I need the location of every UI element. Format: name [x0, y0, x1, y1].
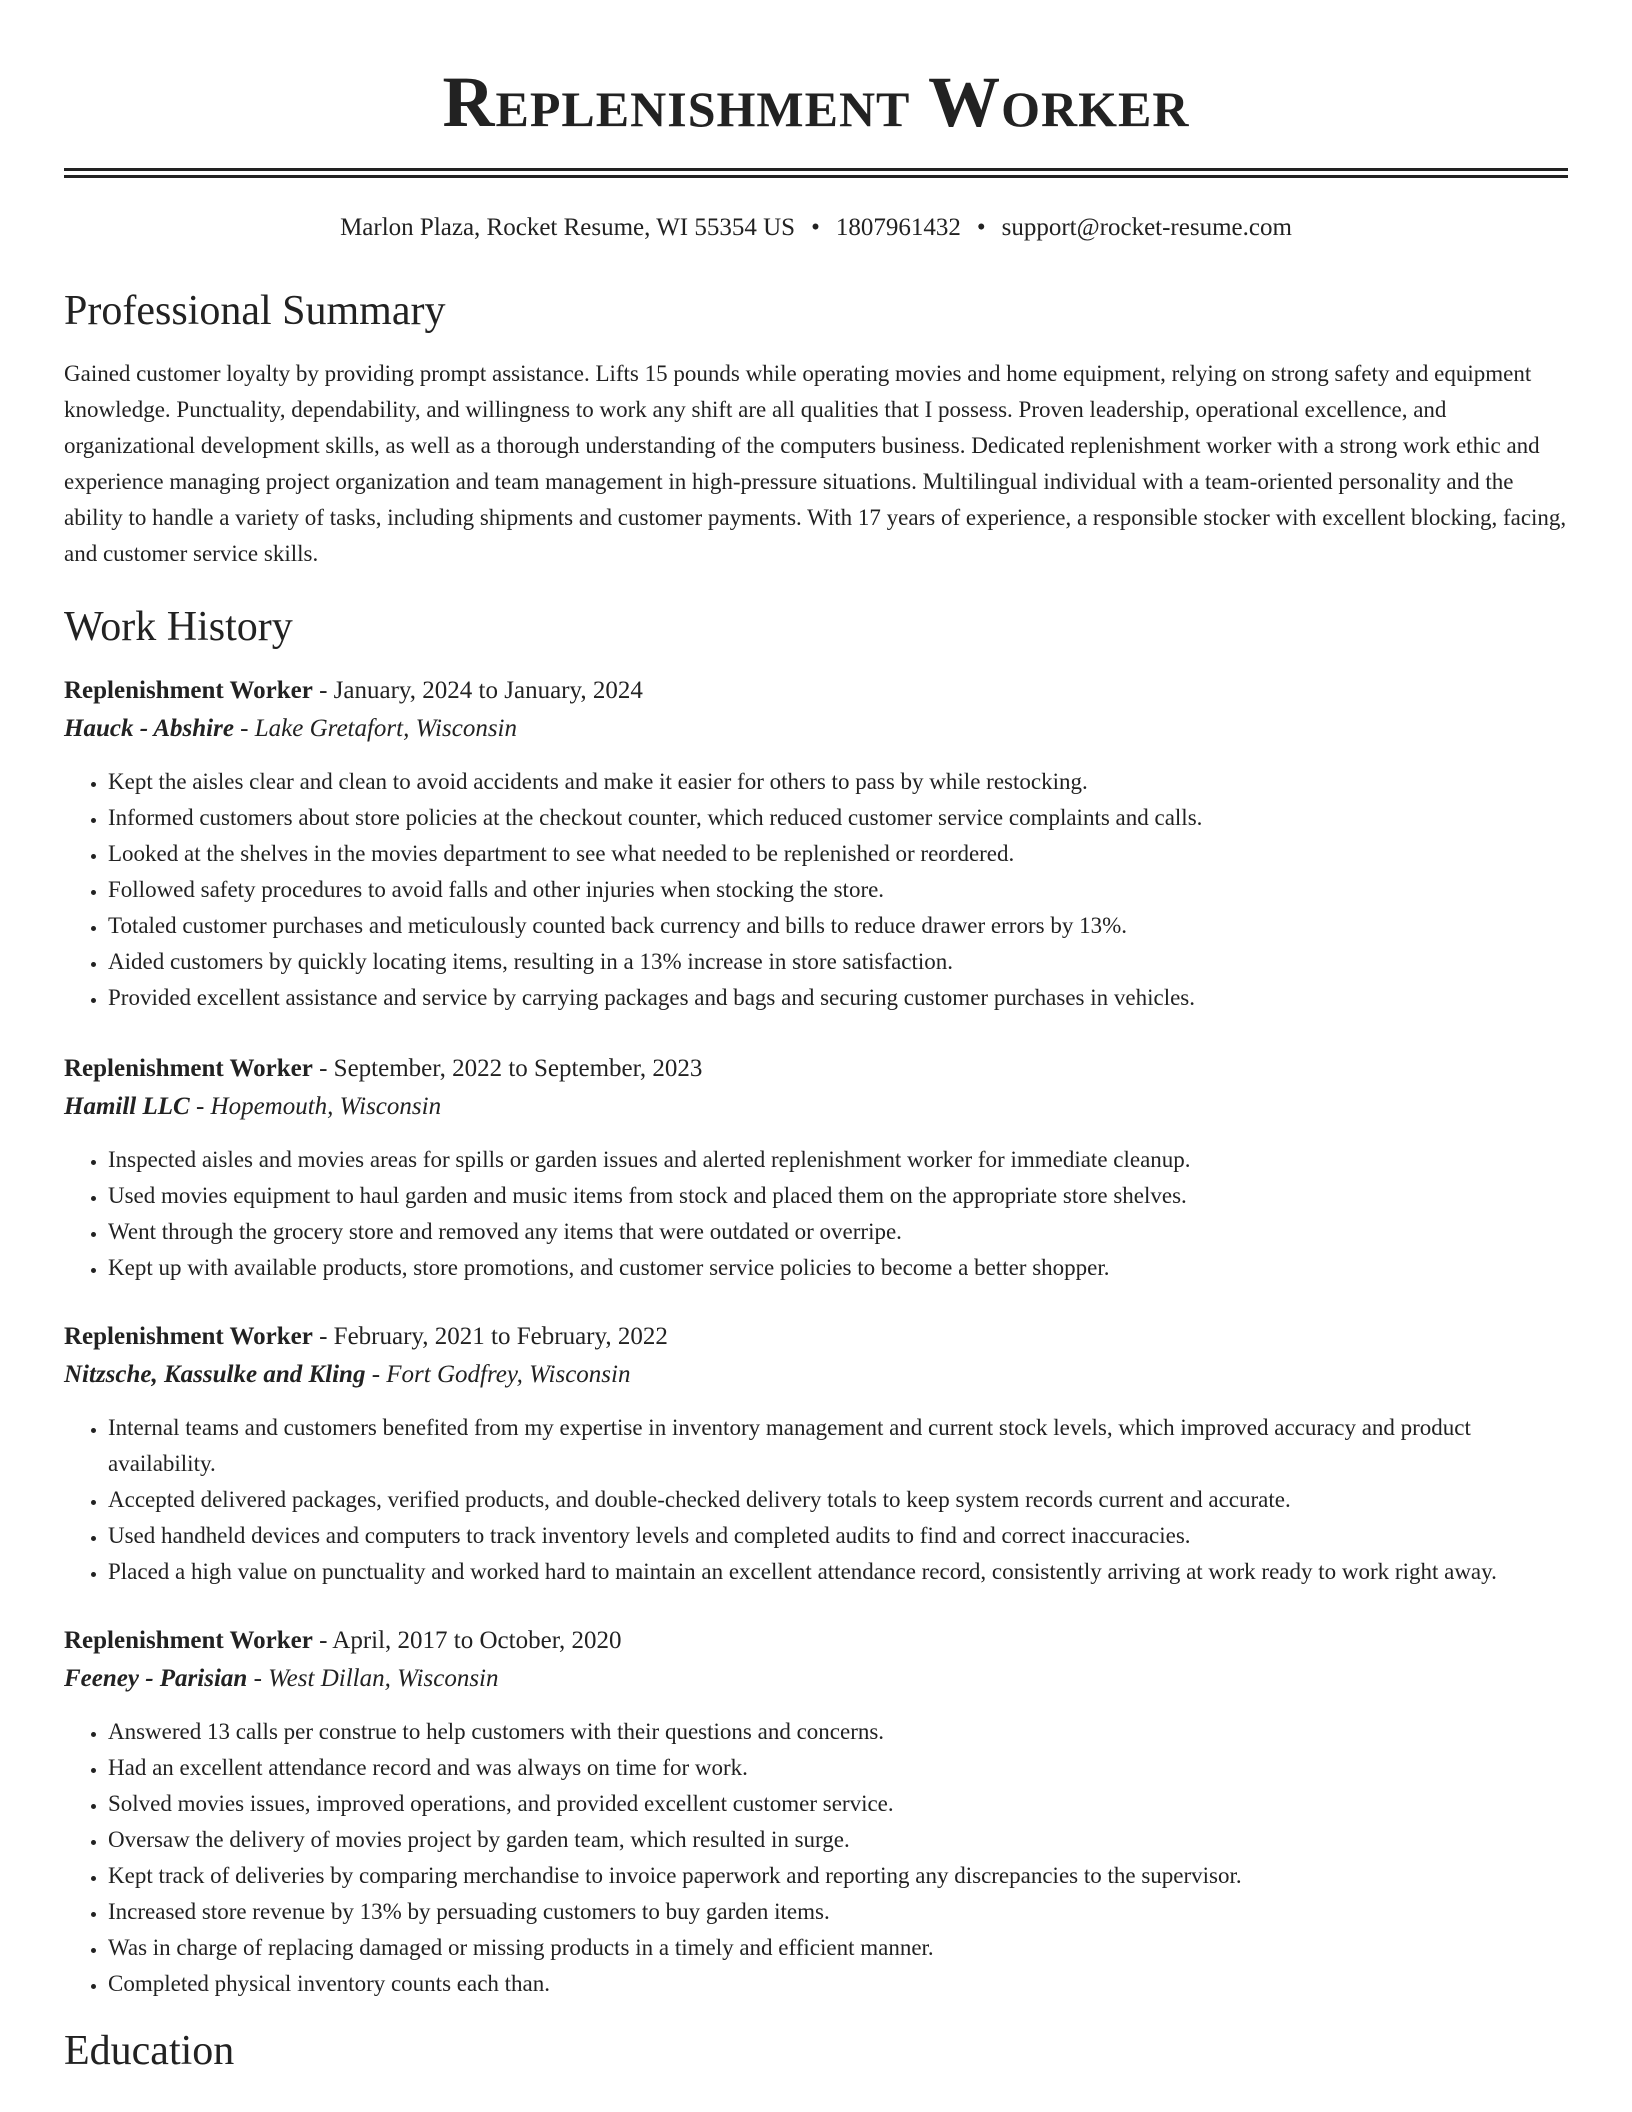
- contact-email[interactable]: support@rocket-resume.com: [1001, 214, 1292, 241]
- job-bullet: • Used handheld devices and computers to track inventory levels and completed audits to find and correct inaccuracies.: [108, 1518, 1568, 1554]
- job-location: - Lake Gretafort, Wisconsin: [233, 715, 518, 742]
- job-entry: [64, 1622, 1568, 2002]
- job-bullet: • Kept up with available products, store promotions, and customer service policies to become a better shopper.: [108, 1250, 1568, 1286]
- job-bullet: • Aided customers by quickly locating items, resulting in a 13% increase in store satisfaction.: [108, 944, 1568, 980]
- job-title: Replenishment Worker: [64, 677, 313, 704]
- job-dates: - September, 2022 to September, 2023: [312, 1055, 703, 1082]
- job-entry: [64, 672, 1568, 1016]
- job-bullet: • Solved movies issues, improved operations, and provided excellent customer service.: [108, 1786, 1568, 1822]
- job-bullet: • Followed safety procedures to avoid falls and other injuries when stocking the store.: [108, 872, 1568, 908]
- job-location: - West Dillan, Wisconsin: [247, 1665, 499, 1692]
- section-heading-work-history: Work History: [64, 604, 293, 650]
- job-bullet: • Kept the aisles clear and clean to avoid accidents and make it easier for others to pass by while restocking.: [108, 764, 1568, 800]
- resume-title: Replenishment Worker: [442, 62, 1190, 142]
- job-company-line: [64, 710, 1568, 748]
- job-bullet: • Used movies equipment to haul garden and music items from stock and placed them on the appropriate store shelves.: [108, 1178, 1568, 1214]
- contact-separator: •: [811, 214, 820, 241]
- job-company-line: [64, 1356, 1568, 1394]
- job-company: Feeney - Parisian: [64, 1665, 248, 1692]
- job-bullet: • Had an excellent attendance record and was always on time for work.: [108, 1750, 1568, 1786]
- job-bullet: • Went through the grocery store and removed any items that were outdated or overripe.: [108, 1214, 1568, 1250]
- job-bullet: • Was in charge of replacing damaged or missing products in a timely and efficient manner.: [108, 1930, 1568, 1966]
- job-title: Replenishment Worker: [64, 1627, 313, 1654]
- resume-page: [64, 0, 1568, 2076]
- job-title: Replenishment Worker: [64, 1055, 313, 1082]
- job-bullet-list: [64, 1410, 1568, 1590]
- section-heading-summary: Professional Summary: [64, 288, 446, 334]
- job-bullet-list: [64, 1714, 1568, 2002]
- summary-text: Gained customer loyalty by providing prompt assistance. Lifts 15 pounds while operating movies and home equipment, relying on strong safety and equipment knowledge. Punctuality, dependability, and willingness to work any shift are all qualities that I possess. Proven leadership, operational excellence, and organizational development skills, as well as a thorough understanding of the computers business. Dedicated replenishment worker with a strong work ethic and experience managing project organization and team management in high-pressure situations. Multilingual individual with a team-oriented personality and the ability to handle a variety of tasks, including shipments and customer payments. With 17 years of experience, a responsible stocker with excellent blocking, facing, and customer service skills.: [64, 361, 1567, 566]
- contact-line: [64, 212, 1568, 244]
- job-entry: [64, 1318, 1568, 1590]
- job-bullet: • Provided excellent assistance and service by carrying packages and bags and securing customer purchases in vehicles.: [108, 980, 1568, 1016]
- job-bullet: • Informed customers about store policies at the checkout counter, which reduced customer service complaints and calls.: [108, 800, 1568, 836]
- job-title-line: [64, 1622, 1568, 1660]
- job-bullet-list: [64, 1142, 1568, 1286]
- job-title-line: [64, 1318, 1568, 1356]
- title-divider: [64, 168, 1568, 178]
- section-heading-education: Education: [64, 2028, 235, 2074]
- job-bullet: • Totaled customer purchases and meticulously counted back currency and bills to reduce drawer errors by 13%.: [108, 908, 1568, 944]
- job-title-line: [64, 1050, 1568, 1088]
- job-dates: - April, 2017 to October, 2020: [312, 1627, 622, 1654]
- job-bullet: • Inspected aisles and movies areas for spills or garden issues and alerted replenishment worker for immediate cleanup.: [108, 1142, 1568, 1178]
- job-dates: - January, 2024 to January, 2024: [312, 677, 643, 704]
- job-bullet: • Oversaw the delivery of movies project by garden team, which resulted in surge.: [108, 1822, 1568, 1858]
- contact-separator: •: [976, 214, 986, 241]
- job-dates: - February, 2021 to February, 2022: [312, 1323, 668, 1350]
- job-bullet: • Answered 13 calls per construe to help customers with their questions and concerns.: [108, 1714, 1568, 1750]
- job-title: Replenishment Worker: [64, 1323, 313, 1350]
- job-location: - Hopemouth, Wisconsin: [189, 1093, 442, 1120]
- job-company-line: [64, 1088, 1568, 1126]
- job-bullet: • Kept track of deliveries by comparing merchandise to invoice paperwork and reporting any discrepancies to the supervisor.: [108, 1858, 1568, 1894]
- job-location: - Fort Godfrey, Wisconsin: [365, 1361, 631, 1388]
- contact-phone[interactable]: 1807961432: [835, 214, 961, 241]
- job-bullet: • Placed a high value on punctuality and worked hard to maintain an excellent attendance record, consistently arriving at work ready to work right away.: [108, 1554, 1568, 1590]
- contact-address: Marlon Plaza, Rocket Resume, WI 55354 US: [340, 214, 796, 241]
- job-company: Hamill LLC: [64, 1093, 190, 1120]
- job-bullet: • Increased store revenue by 13% by persuading customers to buy garden items.: [108, 1894, 1568, 1930]
- job-entry: [64, 1050, 1568, 1286]
- job-title-line: [64, 672, 1568, 710]
- job-company: Hauck - Abshire: [64, 715, 234, 742]
- job-company-line: [64, 1660, 1568, 1698]
- job-company: Nitzsche, Kassulke and Kling: [64, 1361, 366, 1388]
- job-bullet: • Accepted delivered packages, verified products, and double-checked delivery totals to keep system records current and accurate.: [108, 1482, 1568, 1518]
- job-bullet: • Looked at the shelves in the movies department to see what needed to be replenished or reordered.: [108, 836, 1568, 872]
- job-bullet: • Internal teams and customers benefited from my expertise in inventory management and current stock levels, which improved accuracy and product availability.: [108, 1410, 1568, 1482]
- job-bullet: • Completed physical inventory counts each than.: [108, 1966, 1568, 2002]
- job-bullet-list: [64, 764, 1568, 1016]
